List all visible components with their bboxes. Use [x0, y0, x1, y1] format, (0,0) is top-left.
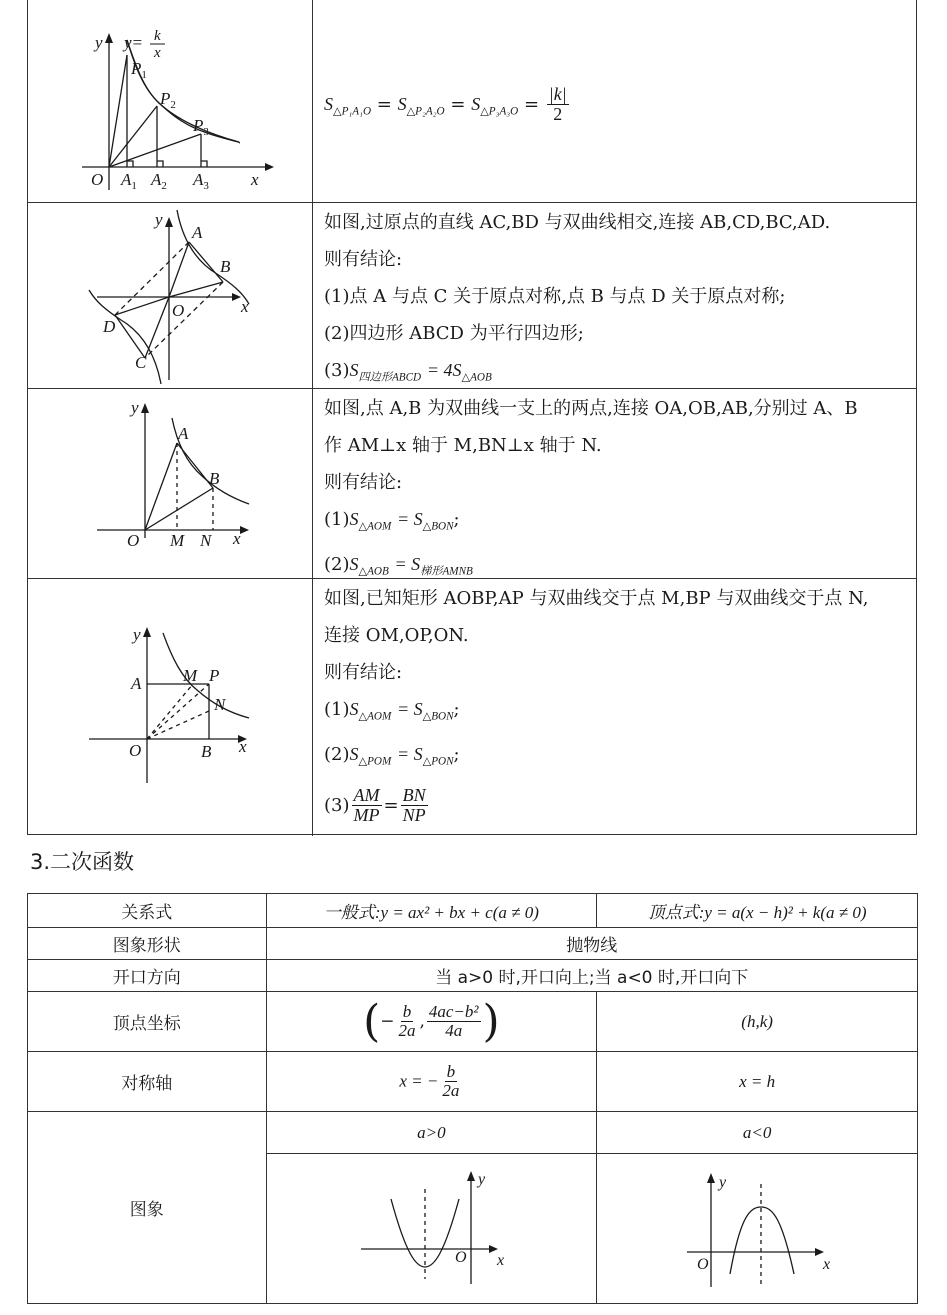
origin-label: O [129, 741, 142, 760]
point-b-label: B [201, 742, 212, 761]
point-m-label: M [170, 531, 185, 550]
table-row [28, 1112, 918, 1154]
row3-text: 如图,点 A,B 为双曲线一支上的两点,连接 OA,OB,AB,分别过 A、B 作 AM⊥x 轴于 M,BN⊥x 轴于 N. 则有结论: $(1)S_{\triangle AOM} = S_{\triangle BON}$; $(2)S_{\triangle AOB} = S_{梯形AMNB}$ [324, 390, 914, 590]
label-opening: 开口方向 [28, 960, 267, 992]
hyperbola-curve [163, 633, 249, 718]
row3-figure [27, 388, 312, 578]
quadratic-function-table [27, 893, 918, 1304]
right-angle-mark [157, 161, 163, 167]
a1-label: $A_1$ [121, 170, 137, 192]
row4-figure [27, 578, 312, 836]
y-label: y [478, 1170, 486, 1188]
point-p-label: P [209, 666, 220, 685]
graph-up [266, 1154, 597, 1304]
hyperbola-curve-2 [127, 40, 239, 142]
origin-label: O [172, 301, 185, 320]
point-a-label: A [192, 223, 203, 242]
axis-general: x = − $\frac{b}{2a}$ [266, 1052, 597, 1112]
origin-label: O [91, 170, 104, 189]
x-label: x [233, 529, 241, 548]
label-axis: 对称轴 [28, 1052, 267, 1112]
column-divider [312, 0, 313, 836]
segment-od [115, 297, 169, 315]
point-d-label: D [103, 317, 116, 336]
y-label: y [719, 1173, 727, 1191]
origin-label: O [127, 531, 140, 550]
table-row [28, 992, 918, 1052]
right-angle-mark [201, 161, 207, 167]
row1-figure [27, 0, 312, 202]
row2-text: 如图,过原点的直线 AC,BD 与双曲线相交,连接 AB,CD,BC,AD. 则有结论: (1)点 A 与点 C 关于原点对称,点 B 与点 D 关于原点对称; (2)四边形 ABCD 为平行四边形; $(3)S_{四边形ABCD} = 4S_{\triangle AOB}$ [324, 204, 914, 397]
point-m-label: M [183, 666, 198, 685]
point-c-label: C [135, 353, 147, 372]
case-positive: a>0 [266, 1112, 597, 1154]
table-row [28, 960, 918, 992]
conclusion-2: $(2)S_{\triangle AOB} = S_{梯形AMNB}$ [324, 553, 473, 578]
general-form: 一般式:y = ax² + bx + c(a ≠ 0) [266, 894, 597, 928]
hyperbola-conclusions-table [27, 0, 917, 836]
row4-text: 如图,已知矩形 AOBP,AP 与双曲线交于点 M,BP 与双曲线交于点 N, 连接 OM,OP,ON. 则有结论: $(1)S_{\triangle AOM} = S_{\triangle BON}$; $(2)S_{\triangle POM} = S_{\triangle PON}$; (3) $\frac{AM}{MP}$ = $\frac{BN}{NP}$ [324, 580, 914, 832]
vertex-general: (− $\frac{b}{2a}$ , $\frac{\text{4ac−b²}}{4a}$ ) [266, 992, 597, 1052]
hyperbola-branch-1 [177, 210, 249, 304]
curve-label-lhs: y= [124, 33, 144, 52]
row1-formula: $S_{\triangle P_1A_1O} = S_{\triangle P_2A_2O} = S_{\triangle P_3A_3O}$ = $\frac{|k|}{2}$ [324, 84, 567, 124]
conclusion-3: (3) $\frac{AM}{MP}$ = $\frac{BN}{NP}$ [324, 785, 426, 826]
label-vertex: 顶点坐标 [28, 992, 267, 1052]
y-label: y [131, 398, 139, 417]
label-graph: 图象 [28, 1112, 267, 1304]
conclusion-3: $(3)S_{四边形ABCD} = 4S_{\triangle AOB}$ [324, 360, 492, 384]
segment-oc [145, 297, 169, 358]
y-label: y [133, 625, 141, 644]
label-relation: 关系式 [28, 894, 267, 928]
case-negative: a<0 [597, 1112, 918, 1154]
p2-label: $P_2$ [160, 89, 176, 111]
a3-label: $A_3$ [193, 170, 209, 192]
conclusion-1: $(1)S_{\triangle AOM} = S_{\triangle BON}$; [324, 509, 460, 533]
segment-on [147, 711, 209, 739]
p1-label: $P_1$ [131, 59, 147, 81]
label-shape: 图象形状 [28, 928, 267, 960]
vertex-hk: (h,k) [597, 992, 918, 1052]
axis-vertex: x = h [597, 1052, 918, 1112]
segment-ob [145, 488, 213, 530]
parabola-down [730, 1207, 794, 1274]
x-label: x [497, 1251, 505, 1269]
conclusion-2: $(2)S_{\triangle POM} = S_{\triangle PON}$; [324, 743, 460, 768]
point-b-label: B [209, 469, 220, 488]
x-label: x [239, 737, 247, 756]
point-a-label: A [178, 424, 189, 443]
segment-ab [189, 242, 223, 282]
curve-label-den: x [154, 45, 161, 61]
origin-label: O [455, 1248, 467, 1266]
row2-figure [27, 202, 312, 388]
segment-ab [177, 443, 213, 488]
right-angle-mark [127, 161, 133, 167]
segment-om [147, 684, 193, 739]
point-a-label: A [131, 674, 142, 693]
hyperbola-branch-2 [89, 290, 161, 384]
y-label: y [95, 33, 103, 52]
abs-k-over-2: $\frac{|k|}{2}$ [548, 84, 567, 124]
x-label: x [251, 170, 259, 189]
segment-oa [169, 242, 189, 297]
point-n-label: N [200, 531, 212, 550]
section-title: 3.二次函数 [30, 850, 135, 874]
x-label: x [823, 1255, 831, 1273]
y-label: y [155, 210, 163, 229]
curve-label-num: k [154, 28, 161, 44]
a2-label: $A_2$ [151, 170, 167, 192]
opening-value: 当 a>0 时,开口向上;当 a<0 时,开口向下 [266, 960, 917, 992]
shape-value: 抛物线 [266, 928, 917, 960]
p3-label: $P_3$ [193, 116, 209, 138]
point-b-label: B [220, 257, 231, 276]
segment-op1 [109, 55, 127, 167]
origin-label: O [697, 1255, 709, 1273]
table-row [28, 928, 918, 960]
graph-down [597, 1154, 918, 1304]
hyperbola-curve [127, 40, 239, 143]
segment-oa [145, 443, 177, 530]
table-row [28, 894, 918, 928]
vertex-form: 顶点式:y = a(x − h)² + k(a ≠ 0) [597, 894, 918, 928]
x-label: x [241, 297, 249, 316]
point-n-label: N [214, 695, 226, 714]
table-row [28, 1052, 918, 1112]
conclusion-1: $(1)S_{\triangle AOM} = S_{\triangle BON}$; [324, 699, 460, 723]
